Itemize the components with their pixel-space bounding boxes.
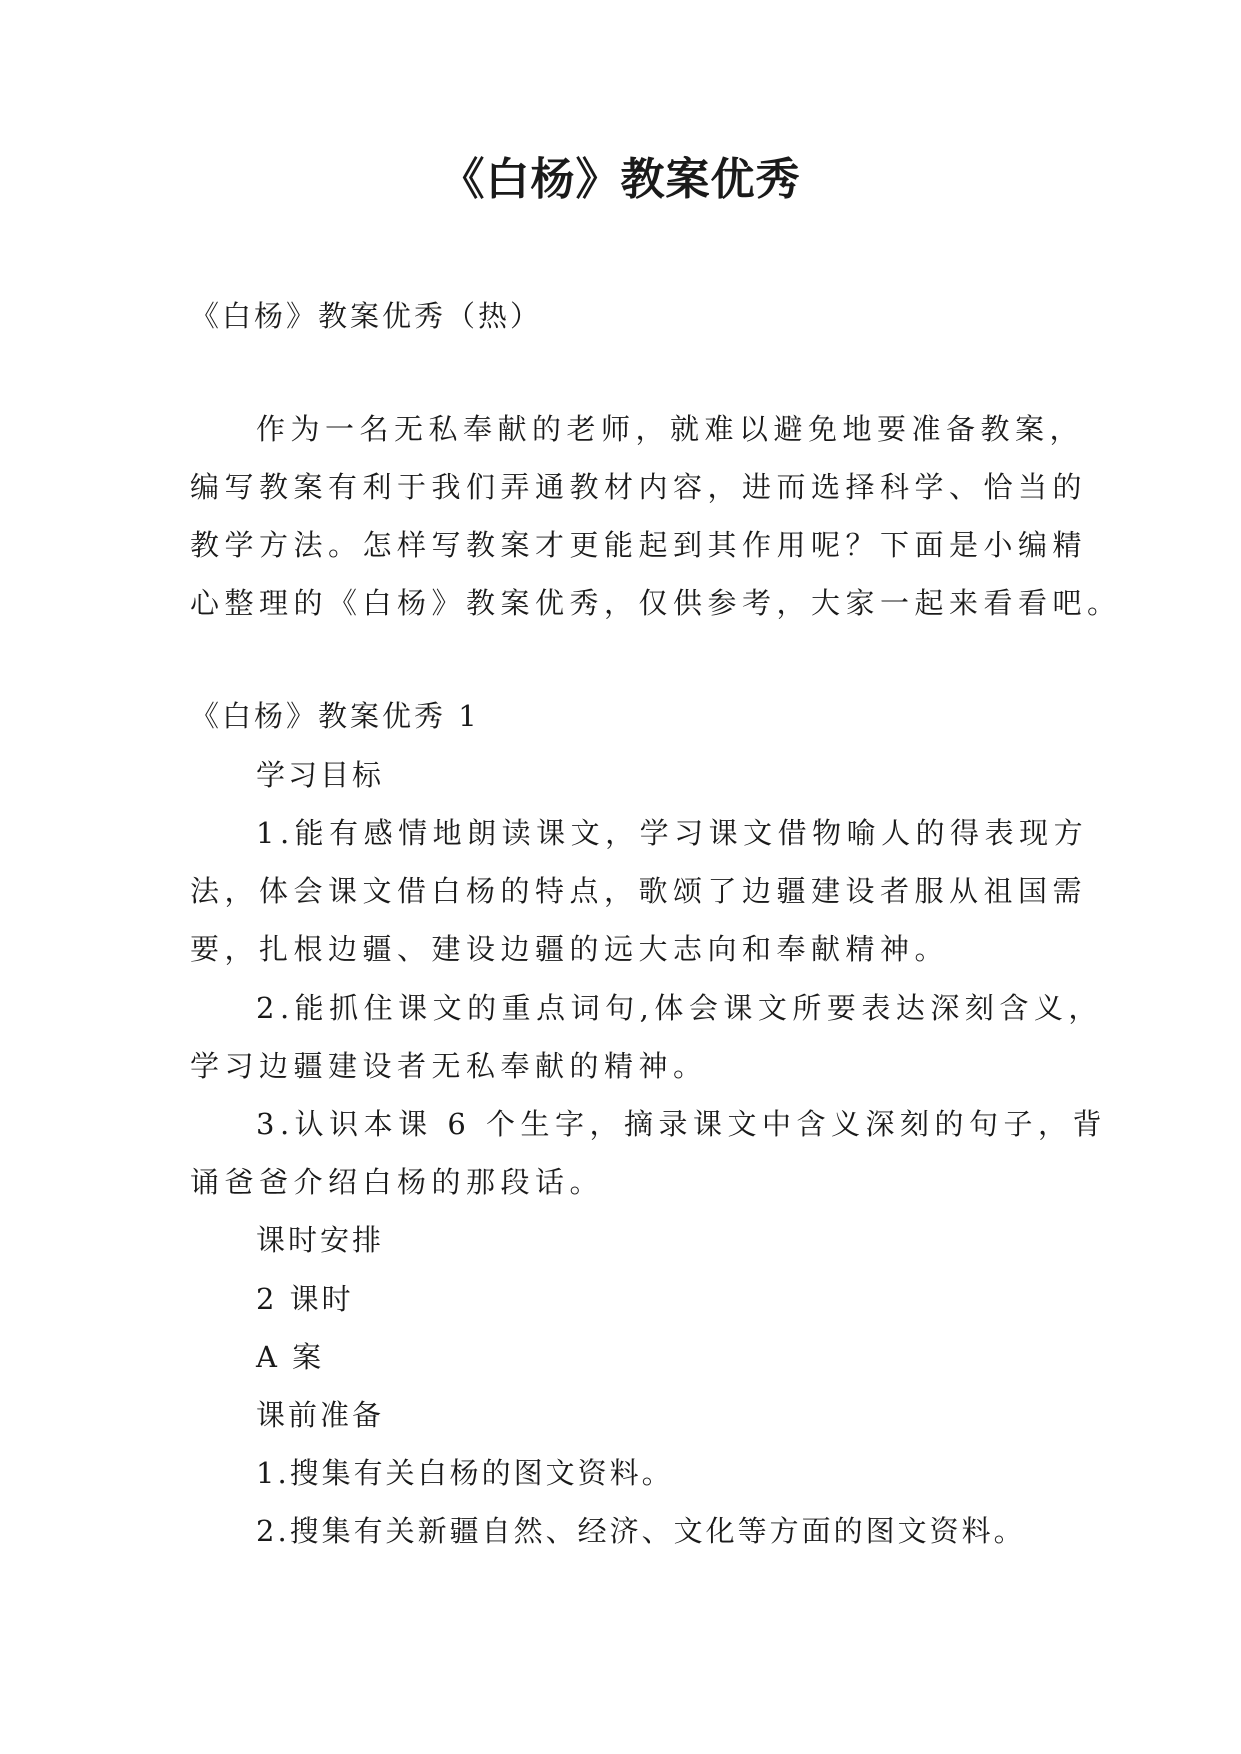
section-heading: 《白杨》教案优秀 1 bbox=[190, 699, 480, 733]
goal1-line-1: 1.能有感情地朗读课文，学习课文借物喻人的得表现方 bbox=[256, 816, 1089, 850]
goal3-line-2: 诵爸爸介绍白杨的那段话。 bbox=[190, 1165, 605, 1199]
goal3-line-1: 3.认识本课 6 个生字，摘录课文中含义深刻的句子，背 bbox=[256, 1107, 1108, 1141]
document-subtitle: 《白杨》教案优秀（热） bbox=[190, 299, 543, 333]
prep-heading: 课前准备 bbox=[256, 1398, 385, 1432]
intro-line-1: 作为一名无私奉献的老师，就难以避免地要准备教案， bbox=[256, 412, 1085, 446]
learning-goals-heading: 学习目标 bbox=[256, 758, 385, 792]
prep-item-1: 1.搜集有关白杨的图文资料。 bbox=[256, 1456, 674, 1490]
goal2-line-1: 2.能抓住课文的重点词句,体会课文所要表达深刻含义， bbox=[256, 991, 1103, 1025]
goal1-line-2: 法，体会课文借白杨的特点，歌颂了边疆建设者服从祖国需 bbox=[190, 874, 1088, 908]
document-title: 《白杨》教案优秀 bbox=[440, 154, 801, 205]
goal2-line-2: 学习边疆建设者无私奉献的精神。 bbox=[190, 1049, 708, 1083]
schedule-value: 2 课时 bbox=[256, 1282, 354, 1316]
goal1-line-3: 要，扎根边疆、建设边疆的远大志向和奉献精神。 bbox=[190, 932, 950, 966]
plan-label: A 案 bbox=[256, 1340, 325, 1374]
schedule-heading: 课时安排 bbox=[256, 1223, 385, 1257]
intro-line-4: 心整理的《白杨》教案优秀，仅供参考，大家一起来看看吧。 bbox=[190, 586, 1122, 620]
intro-line-3: 教学方法。怎样写教案才更能起到其作用呢？下面是小编精 bbox=[190, 528, 1088, 562]
prep-item-2: 2.搜集有关新疆自然、经济、文化等方面的图文资料。 bbox=[256, 1514, 1026, 1548]
intro-line-2: 编写教案有利于我们弄通教材内容，进而选择科学、恰当的 bbox=[190, 470, 1088, 504]
